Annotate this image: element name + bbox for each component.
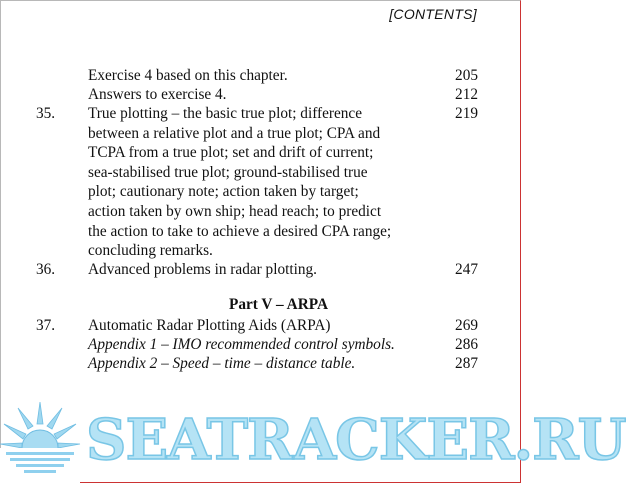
entry-page: 219 bbox=[455, 105, 478, 122]
watermark bbox=[0, 398, 626, 483]
entry-title: Exercise 4 based on this chapter. bbox=[88, 67, 288, 84]
watermark-text: SEATRACKER.RU bbox=[86, 407, 626, 473]
entry-title-line: action taken by own ship; head reach; to predict bbox=[88, 202, 382, 220]
entry-page: 287 bbox=[455, 355, 478, 372]
entry-number: 35. bbox=[36, 105, 56, 122]
contents-header: [CONTENTS] bbox=[389, 6, 477, 22]
entry-number: 37. bbox=[36, 317, 56, 334]
entry-title-line: sea-stabilised true plot; ground-stabilised true bbox=[88, 163, 368, 181]
entry-title: Answers to exercise 4. bbox=[88, 86, 227, 103]
entry-page: 247 bbox=[455, 261, 478, 278]
entry-page: 286 bbox=[455, 336, 478, 353]
entry-page: 269 bbox=[455, 317, 478, 334]
entry-title-line: True plotting – the basic true plot; difference bbox=[88, 105, 363, 122]
entry-title-line: plot; cautionary note; action taken by target; bbox=[88, 183, 359, 201]
part-heading: Part V – ARPA bbox=[229, 296, 328, 313]
entry-page: 212 bbox=[455, 86, 478, 103]
entry-title-line: concluding remarks. bbox=[88, 242, 213, 260]
entry-title: Appendix 2 – Speed – time – distance table. bbox=[88, 355, 356, 372]
entry-title: Advanced problems in radar plotting. bbox=[88, 261, 317, 278]
entry-title: Appendix 1 – IMO recommended control symbols. bbox=[88, 336, 395, 353]
entry-page: 205 bbox=[455, 67, 478, 84]
entry-title: Automatic Radar Plotting Aids (ARPA) bbox=[88, 317, 331, 334]
entry-title-line: the action to take to achieve a desired CPA range; bbox=[88, 222, 392, 240]
sunburst-icon bbox=[0, 398, 80, 483]
entry-title bbox=[88, 104, 436, 261]
entry-title-line: TCPA from a true plot; set and drift of current; bbox=[88, 144, 374, 162]
entry-title-line: between a relative plot and a true plot; CPA and bbox=[88, 124, 381, 142]
entry-number: 36. bbox=[36, 261, 56, 278]
